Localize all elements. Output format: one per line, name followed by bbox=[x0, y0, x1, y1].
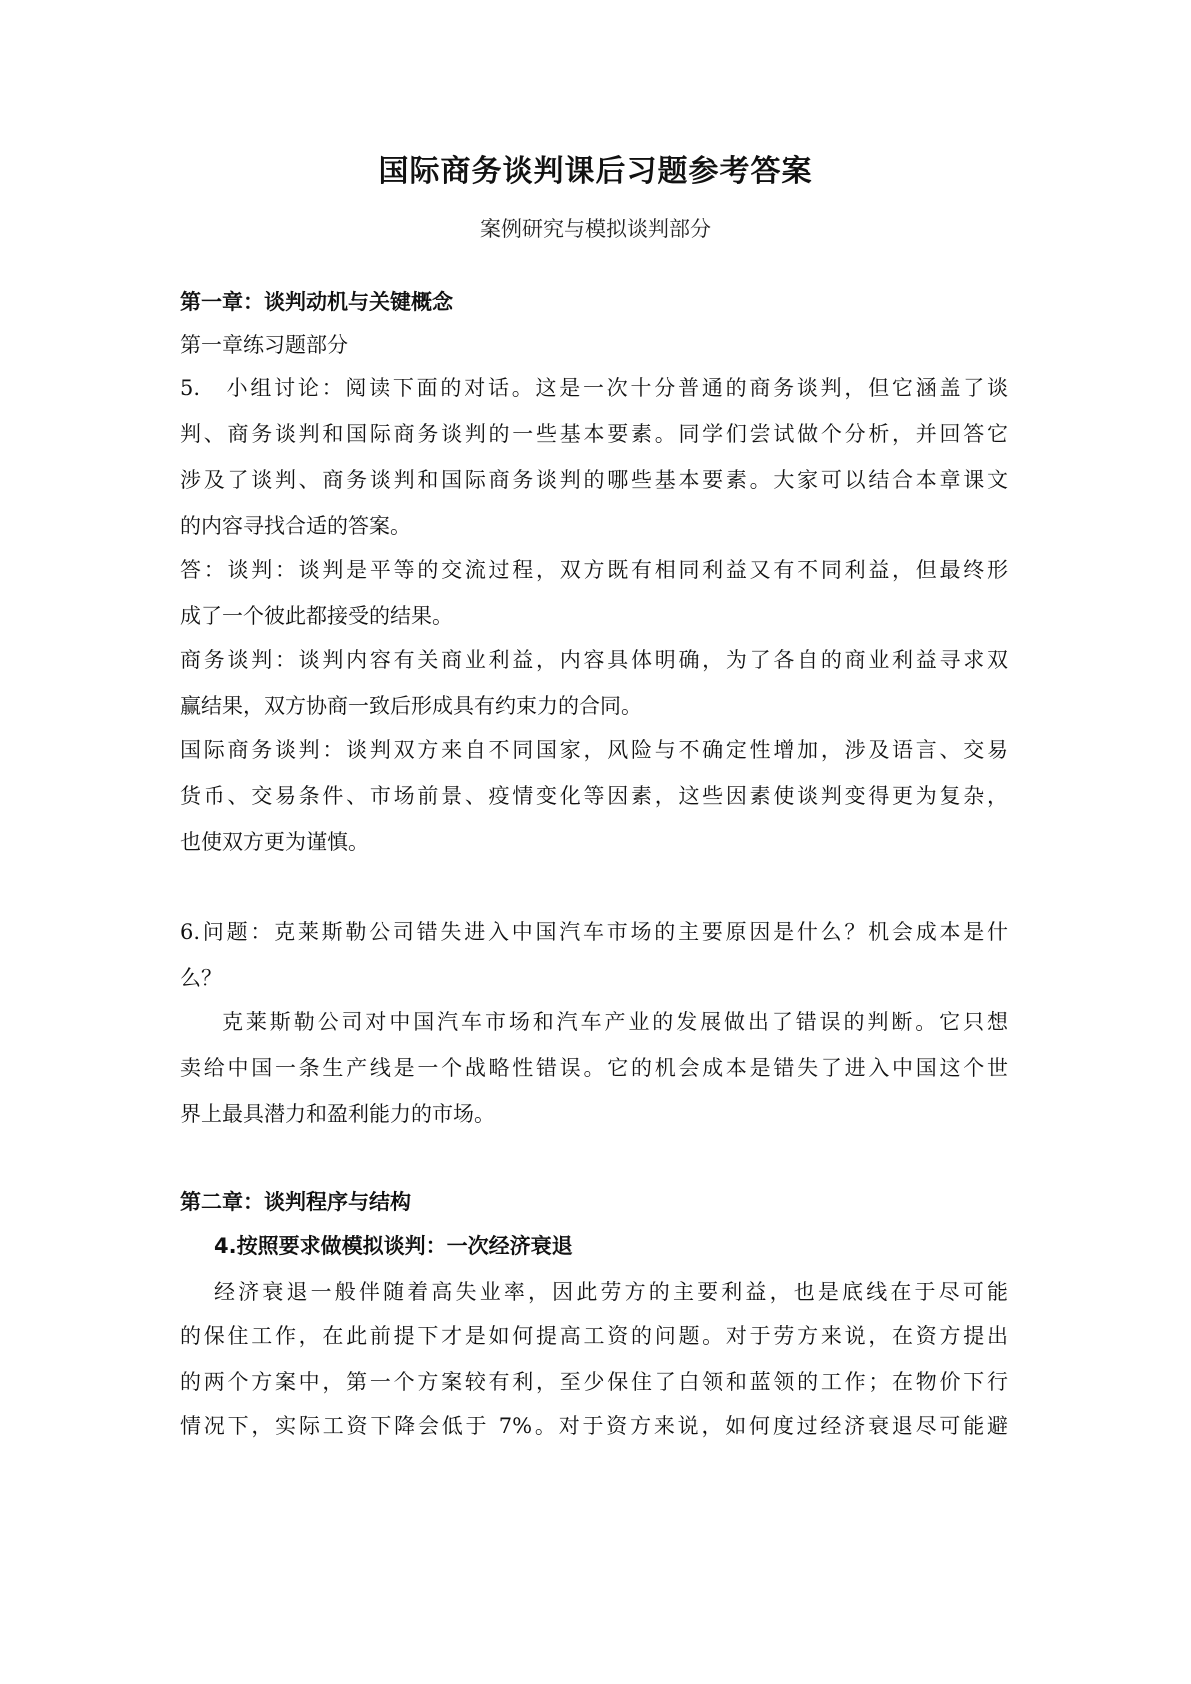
chapter-1-section-label: 第一章练习题部分 bbox=[180, 333, 348, 357]
document-subtitle: 案例研究与模拟谈判部分 bbox=[480, 217, 711, 241]
answer-5-line: 也使双方更为谨慎。 bbox=[180, 830, 369, 854]
question-5-line: 的内容寻找合适的答案。 bbox=[180, 514, 411, 538]
answer-6-line: 界上最具潜力和盈利能力的市场。 bbox=[180, 1102, 495, 1126]
answer-5-line: 货币、交易条件、市场前景、疫情变化等因素，这些因素使谈判变得更为复杂， bbox=[180, 784, 1008, 808]
chapter-2-body-line: 经济衰退一般伴随着高失业率，因此劳方的主要利益，也是底线在于尽可能 bbox=[214, 1280, 1008, 1304]
answer-6-line: 克莱斯勒公司对中国汽车市场和汽车产业的发展做出了错误的判断。它只想 bbox=[222, 1010, 1008, 1034]
question-5-line: 判、商务谈判和国际商务谈判的一些基本要素。同学们尝试做个分析，并回答它 bbox=[180, 422, 1008, 446]
question-6-line: 么？ bbox=[180, 966, 222, 990]
document-title: 国际商务谈判课后习题参考答案 bbox=[378, 154, 813, 189]
chapter-2-heading: 第二章：谈判程序与结构 bbox=[180, 1190, 411, 1214]
answer-5-line: 国际商务谈判：谈判双方来自不同国家，风险与不确定性增加，涉及语言、交易 bbox=[180, 738, 1008, 762]
answer-5-line: 成了一个彼此都接受的结果。 bbox=[180, 604, 453, 628]
chapter-2-body-line: 的两个方案中，第一个方案较有利，至少保住了白领和蓝领的工作；在物价下行 bbox=[180, 1370, 1008, 1394]
question-5-line: 5. 小组讨论：阅读下面的对话。这是一次十分普通的商务谈判，但它涵盖了谈 bbox=[180, 376, 1008, 400]
question-5-line: 涉及了谈判、商务谈判和国际商务谈判的哪些基本要素。大家可以结合本章课文 bbox=[180, 468, 1008, 492]
question-6-line: 6.问题：克莱斯勒公司错失进入中国汽车市场的主要原因是什么？机会成本是什 bbox=[180, 920, 1008, 944]
chapter-2-body-line: 的保住工作，在此前提下才是如何提高工资的问题。对于劳方来说，在资方提出 bbox=[180, 1324, 1008, 1348]
chapter-2-body-line: 情况下，实际工资下降会低于 7%。对于资方来说，如何度过经济衰退尽可能避 bbox=[180, 1414, 1008, 1438]
chapter-1-heading: 第一章：谈判动机与关键概念 bbox=[180, 290, 453, 314]
chapter-2-subheading: 4.按照要求做模拟谈判：一次经济衰退 bbox=[214, 1234, 573, 1258]
answer-5-line: 答：谈判：谈判是平等的交流过程，双方既有相同利益又有不同利益，但最终形 bbox=[180, 558, 1008, 582]
answer-5-line: 商务谈判：谈判内容有关商业利益，内容具体明确，为了各自的商业利益寻求双 bbox=[180, 648, 1008, 672]
answer-5-line: 赢结果，双方协商一致后形成具有约束力的合同。 bbox=[180, 694, 642, 718]
answer-6-line: 卖给中国一条生产线是一个战略性错误。它的机会成本是错失了进入中国这个世 bbox=[180, 1056, 1008, 1080]
